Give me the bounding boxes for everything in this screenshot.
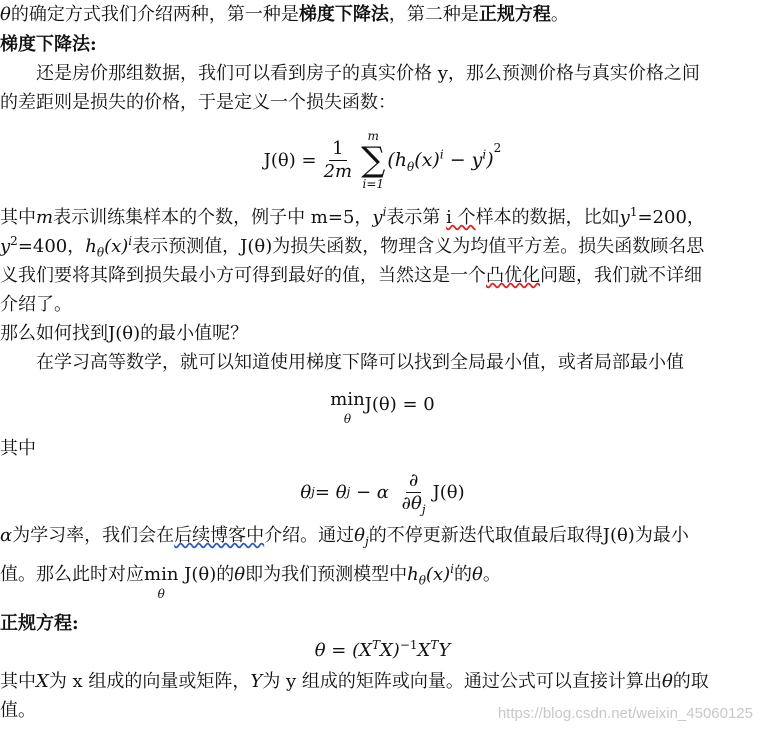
spellcheck-underline: i 个 (446, 207, 476, 228)
ne-term: 正规方程 (478, 4, 551, 25)
para2-line3: 义我们要将其降到损失最小方可得到最好的值，当然这是一个凸优化问题，我们就不详细 (0, 265, 702, 286)
formula1-fraction (321, 138, 356, 183)
min-formula (0, 384, 765, 424)
question-line: 那么如何找到J(θ)的最小值呢？ (0, 323, 249, 344)
normal-equation-formula: $\theta = (X^TX)^{-1}X^TY$ (314, 638, 451, 661)
formula1-body: $(h_\theta(x)^i - y^i)^2$ (387, 141, 502, 174)
gd-heading: 梯度下降法: (0, 34, 97, 55)
loss-function-formula (0, 124, 765, 196)
fraction-denominator: 2m (323, 160, 353, 182)
para5-line1: 其中X为 x 组成的向量或矩阵，Y为 y 组成的矩阵或向量。通过公式可以直接计算出θ的取 (0, 671, 709, 692)
summation (361, 129, 385, 191)
grammar-underline: 后续博客中 (174, 525, 265, 546)
para2-line2: $y^2=400$，$h_\theta(x)^i$表示预测值，J(θ)为损失函数，物理含义为均值平方差。损失函数顾名思 (0, 234, 705, 260)
sigma-icon: ∑ (361, 140, 386, 180)
intro-text-3: 。 (550, 4, 569, 25)
para1-line1: 还是房价那组数据，我们可以看到房子的真实价格 y，那么预测价格与真实价格之间 (36, 63, 700, 84)
theta-symbol: θ (0, 4, 11, 25)
para5-line2: 值。 (0, 700, 36, 721)
sum-lower: i=1 (362, 177, 385, 191)
gd-term: 梯度下降法 (298, 4, 389, 25)
para4-line1: α为学习率，我们会在后续博客中介绍。通过$\theta_j$的不停更新迭代取值最后取得J(θ)为最小 (0, 525, 689, 549)
partial-derivative: $\frac{\partial}{\partial\theta_j}$ (401, 469, 426, 517)
ne-heading: 正规方程: (0, 613, 79, 634)
formula1-lhs: J(θ) = (263, 149, 317, 171)
fraction-numerator: 1 (329, 138, 346, 161)
update-rule-formula: θ j = θ j − α $\frac{\partial}{\partial\theta_j}$ J(θ) (300, 469, 465, 517)
intro-line (0, 0, 760, 29)
watermark: https://blog.csdn.net/weixin_45060125 (497, 705, 753, 722)
intro-text-2: ，第二种是 (388, 4, 479, 25)
para2-line1: 其中m表示训练集样本的个数，例子中 m=5，$y^i$表示第 i 个样本的数据，比如$y^1=200$， (0, 205, 705, 228)
min-formula-rest: J(θ) = 0 (364, 393, 435, 415)
para3-line: 在学习高等数学，就可以知道使用梯度下降可以找到全局最小值，或者局部最小值 (36, 352, 684, 373)
para2-line4: 介绍了。 (0, 294, 72, 315)
qizhong-line: 其中 (0, 438, 36, 459)
para1-line2: 的差距则是损失的价格，于是定义一个损失函数： (0, 92, 396, 113)
para4-line2: 值。那么此时对应 min θ J(θ)的θ即为我们预测模型中$h_\theta(x)^i$的θ。 (0, 562, 501, 601)
sum-upper: m (367, 129, 379, 143)
min-operator: min θ (330, 388, 365, 426)
intro-text: 的确定方式我们介绍两种，第一种是 (10, 4, 299, 25)
spellcheck-underline-2: 凸优化 (486, 265, 540, 286)
